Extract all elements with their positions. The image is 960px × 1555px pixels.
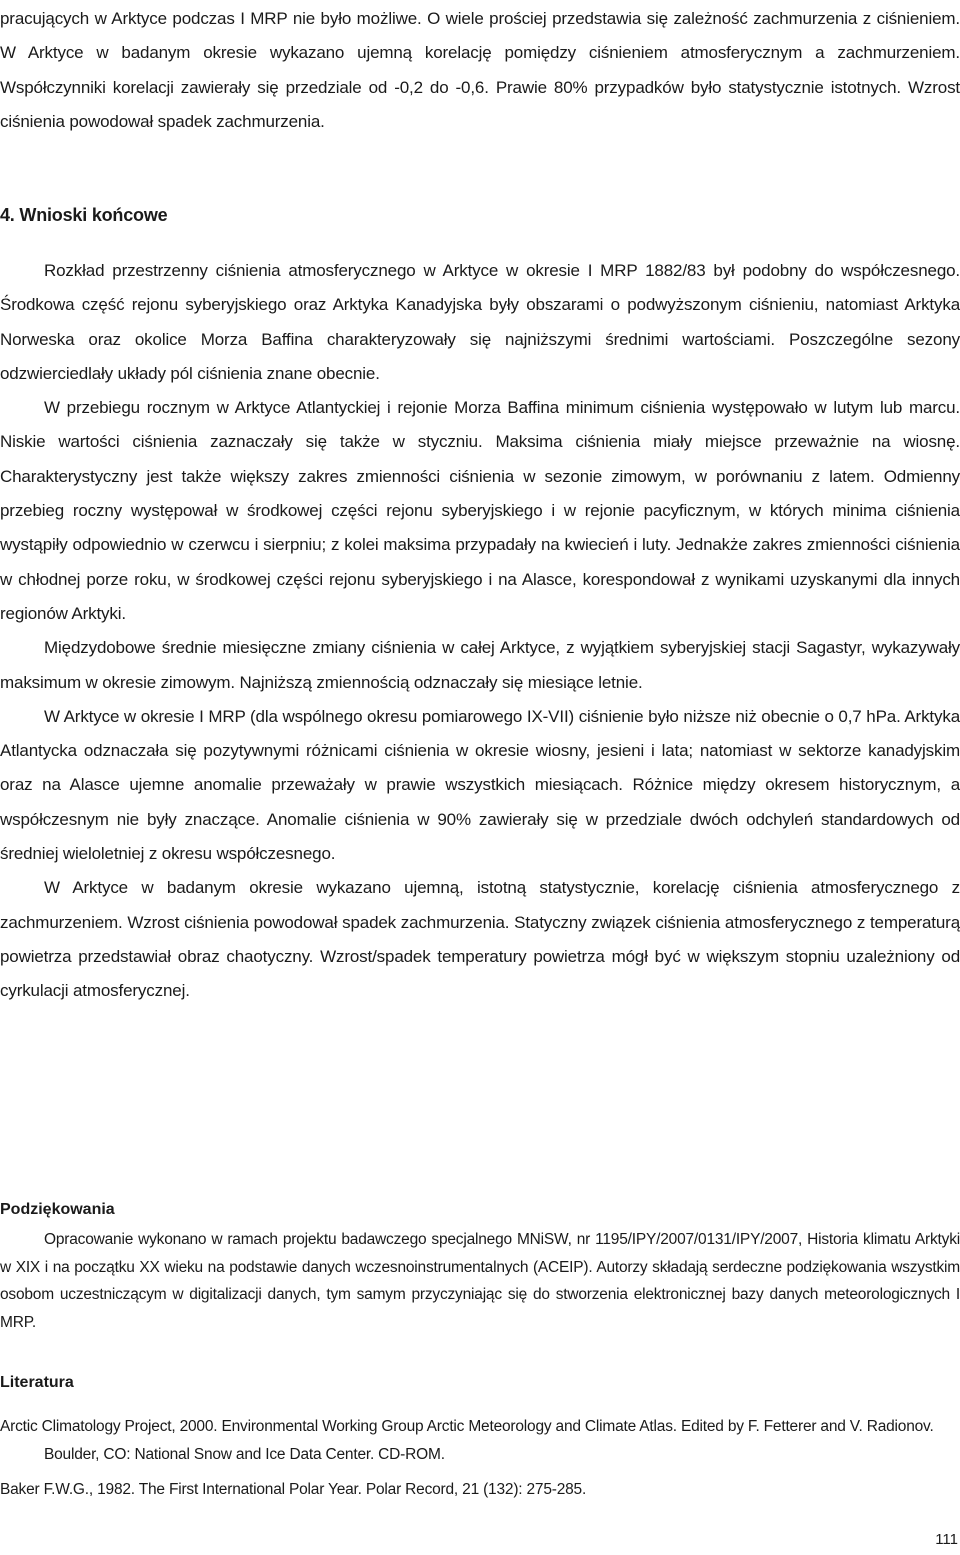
section-heading-conclusions: 4. Wnioski końcowe bbox=[0, 205, 168, 225]
acknowledgements-heading: Podziękowania bbox=[0, 1201, 115, 1218]
acknowledgements-paragraph: Opracowanie wykonano w ramach projektu badawczego specjalnego MNiSW, nr 1195/IPY/2007/0131/IPY/2007, Historia klimatu Arktyki w XIX i na początku XX wieku na podstawie danych wczesnoinstrumentalnych (ACEIP). Autorzy składają serdeczne podziękowania wszystkim osobom uczestniczącym w digitalizacji danych, tym samym przyczyniając się do stworzenia elektronicznej bazy danych meteorologicznych I MRP. bbox=[0, 1231, 960, 1331]
intro-paragraph: pracujących w Arktyce podczas I MRP nie było możliwe. O wiele prościej przedstawia się zależność zachmurzenia z ciśnieniem. W Arktyce w badanym okresie wykazano ujemną korelację pomiędzy ciśnieniem atmosferycznym a zachmurzeniem. Współczynniki korelacji zawierały się przedziale od -0,2 do -0,6. Prawie 80% przypadków było statystycznie istotnych. Wzrost ciśnienia powodował spadek zachmurzenia. bbox=[0, 9, 960, 131]
conclusions-paragraph: W przebiegu rocznym w Arktyce Atlantyckiej i rejonie Morza Baffina minimum ciśnienia występowało w lutym lub marcu. Niskie wartości ciśnienia zaznaczały się także w styczniu. Maksima ciśnienia miały miejsce przeważnie na wiosnę. Charakterystyczny jest także większy zakres zmienności ciśnienia w sezonie zimowym, w porównaniu z latem. Odmienny przebieg roczny występował w środkowej części rejonu syberyjskiego i w rejonie pacyficznym, w których minima ciśnienia wystąpiły odpowiednio w czerwcu i sierpniu; z kolei maksima przypadały na kwiecień i luty. Jednakże zakres zmienności ciśnienia w chłodnej porze roku, w środkowej części rejonu syberyjskiego i na Alasce, korespondował z wynikami uzyskanymi dla innych regionów Arktyki. bbox=[0, 398, 960, 623]
conclusions-paragraph: W Arktyce w okresie I MRP (dla wspólnego okresu pomiarowego IX-VII) ciśnienie było niższe niż obecnie o 0,7 hPa. Arktyka Atlantycka odznaczała się pozytywnymi różnicami ciśnienia w okresie wiosny, jesieni i lata; natomiast w sektorze kanadyjskim oraz na Alasce ujemne anomalie przeważały w prawie wszystkich miesiącach. Różnice między okresem historycznym, a współczesnym nie były znaczące. Anomalie ciśnienia w 90% zawierały się w przedziale dwóch odchyleń standardowych od średniej wieloletniej z okresu współczesnego. bbox=[0, 706, 960, 864]
page-number: 111 bbox=[935, 1531, 958, 1548]
reference-item: Baker F.W.G., 1982. The First International Polar Year. Polar Record, 21 (132): 275-285. bbox=[0, 1481, 587, 1498]
conclusions-paragraph: Międzydobowe średnie miesięczne zmiany ciśnienia w całej Arktyce, z wyjątkiem syberyjskiej stacji Sagastyr, wykazywały maksimum w okresie zimowym. Najniższą zmiennością odznaczały się miesiące letnie. bbox=[0, 638, 960, 692]
conclusions-body bbox=[0, 254, 960, 1009]
conclusions-paragraph: W Arktyce w badanym okresie wykazano ujemną, istotną statystycznie, korelację ciśnienia atmosferycznego z zachmurzeniem. Wzrost ciśnienia powodował spadek zachmurzenia. Statyczny związek ciśnienia atmosferycznego z temperaturą powietrza przedstawiał obraz chaotyczny. Wzrost/spadek temperatury powietrza mógł być w większym stopniu uzależniony od cyrkulacji atmosferycznej. bbox=[0, 878, 960, 1001]
conclusions-paragraph: Rozkład przestrzenny ciśnienia atmosferycznego w Arktyce w okresie I MRP 1882/83 był podobny do współczesnego. Środkowa część rejonu syberyjskiego oraz Arktyka Kanadyjska były obszarami o podwyższonym ciśnieniu, natomiast Arktyka Norweska oraz okolice Morza Baffina charakteryzowały się najniższymi średnimi wartościami. Poszczególne sezony odzwierciedlały układy pól ciśnienia znane obecnie. bbox=[0, 261, 960, 383]
literature-heading: Literatura bbox=[0, 1374, 74, 1391]
reference-list bbox=[0, 1413, 960, 1512]
reference-item: Arctic Climatology Project, 2000. Environmental Working Group Arctic Meteorology and Climate Atlas. Edited by F. Fetterer and V. Radionov. Boulder, CO: National Snow and Ice Data Center. CD-ROM. bbox=[0, 1418, 934, 1463]
